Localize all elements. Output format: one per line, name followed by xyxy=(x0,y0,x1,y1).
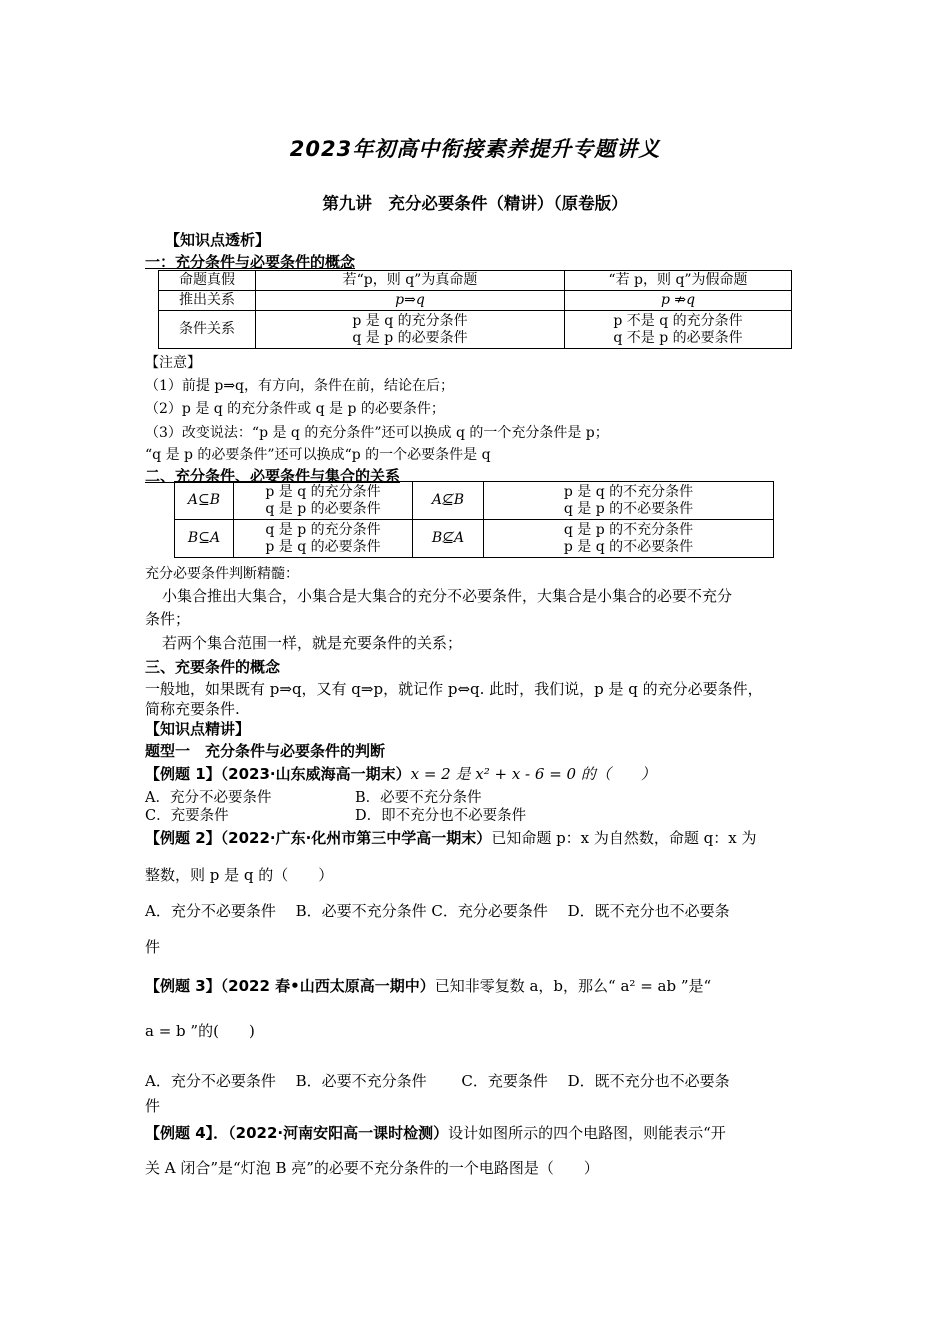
table1-r2c2-line2: q 是 p 的必要条件 xyxy=(352,329,468,346)
section-2-heading: 二、充分条件、必要条件与集合的关系 xyxy=(145,467,401,485)
example-3-options-tail: 件 xyxy=(145,1097,161,1115)
table1-r2c3 xyxy=(565,311,792,349)
table2-r2c2-line1: q 是 p 的充分条件 xyxy=(265,521,381,538)
example-1 xyxy=(145,763,656,784)
table2-r2c4-line2: p 是 q 的不必要条件 xyxy=(563,538,694,555)
tip-1-line1: 小集合推出大集合，小集合是大集合的充分不必要条件，大集合是小集合的必要不充分 xyxy=(162,587,733,605)
example-3-options: A．充分不必要条件 B．必要不充分条件 C．充要条件 D．既不充分也不必要条 xyxy=(145,1072,730,1090)
section-lecture-heading: 【知识点精讲】 xyxy=(145,720,251,738)
table1-header-3: “若 p，则 q”为假命题 xyxy=(565,271,792,291)
section-3-text-line2: 简称充要条件. xyxy=(145,700,240,718)
table2-r1c3: A⊈B xyxy=(413,482,484,520)
note-heading: 【注意】 xyxy=(145,355,201,371)
example-4-body-line1: 设计如图所示的四个电路图，则能表示“开 xyxy=(448,1124,726,1142)
example-1-head: 【例题 1】（2023·山东威海高一期末） xyxy=(145,765,411,783)
set-relation-table xyxy=(174,481,774,558)
table2-r1c4-line1: p 是 q 的不充分条件 xyxy=(563,483,694,500)
example-3-head: 【例题 3】（2022 春•山西太原高一期中） xyxy=(145,977,435,995)
table2-r2c3: B⊈A xyxy=(413,520,484,558)
section-knowledge-heading: 【知识点透析】 xyxy=(165,231,271,249)
table1-r2c2-line1: p 是 q 的充分条件 xyxy=(352,312,468,329)
section-3-heading: 三、充要条件的概念 xyxy=(145,658,281,676)
tip-2: 若两个集合范围一样，就是充要条件的关系； xyxy=(162,634,463,652)
example-2 xyxy=(145,827,757,848)
example-2-head: 【例题 2】（2022·广东·化州市第三中学高一期末） xyxy=(145,829,492,847)
example-1-body: x = 2 是 x² + x - 6 = 0 的（ ） xyxy=(410,765,656,783)
table2-r2c2-line2: p 是 q 的必要条件 xyxy=(265,538,381,555)
example-1-option-d: D．即不充分也不必要条件 xyxy=(355,808,527,824)
doc-subtitle: 第九讲 充分必要条件（精讲）（原卷版） xyxy=(322,194,628,213)
table1-r1c2: p⇒q xyxy=(256,291,565,311)
example-4 xyxy=(145,1122,726,1143)
table1-r2c1: 条件关系 xyxy=(159,311,256,349)
example-1-option-b: B．必要不充分条件 xyxy=(355,790,482,806)
section-1-heading: 一：充分条件与必要条件的概念 xyxy=(145,253,356,271)
example-2-options: A．充分不必要条件 B．必要不充分条件 C．充分必要条件 D．既不充分也不必要条 xyxy=(145,902,730,920)
table2-r1c2 xyxy=(234,482,413,520)
tip-heading: 充分必要条件判断精髓： xyxy=(145,566,299,582)
table2-r2c2 xyxy=(234,520,413,558)
table1-header-2: 若“p，则 q”为真命题 xyxy=(256,271,565,291)
table1-r2c3-line1: p 不是 q 的充分条件 xyxy=(613,312,743,329)
table2-r1c4 xyxy=(484,482,774,520)
note-2: （2）p 是 q 的充分条件或 q 是 p 的必要条件； xyxy=(145,401,445,417)
table1-r1c3: p ⇏q xyxy=(565,291,792,311)
table2-r2c4-line1: q 是 p 的不充分条件 xyxy=(563,521,694,538)
note-1: （1）前提 p⇒q，有方向，条件在前，结论在后； xyxy=(145,378,455,394)
table2-r2c4 xyxy=(484,520,774,558)
question-type-1: 题型一 充分条件与必要条件的判断 xyxy=(145,742,386,760)
table2-r1c2-line1: p 是 q 的充分条件 xyxy=(265,483,381,500)
section-3-text-line1: 一般地，如果既有 p⇒q，又有 q⇒p，就记作 p⇔q. 此时，我们说，p 是 q 的充分必要条件， xyxy=(145,680,763,698)
example-4-body-line2: 关 A 闭合”是“灯泡 B 亮”的必要不充分条件的一个电路图是（ ） xyxy=(145,1159,599,1177)
example-4-head: 【例题 4】．（2022·河南安阳高一课时检测） xyxy=(145,1124,449,1142)
tip-1-line2: 条件； xyxy=(145,610,191,628)
table1-r1c1: 推出关系 xyxy=(159,291,256,311)
example-1-option-c: C．充要条件 xyxy=(145,808,229,824)
table1-r2c3-line2: q 不是 p 的必要条件 xyxy=(613,329,743,346)
table1-r2c2 xyxy=(256,311,565,349)
doc-title: 2023年初高中衔接素养提升专题讲义 xyxy=(289,137,661,161)
example-3-body-line2: a = b ”的( ) xyxy=(145,1022,255,1040)
table2-r1c4-line2: q 是 p 的不必要条件 xyxy=(563,500,694,517)
table2-r2c1: B⊆A xyxy=(175,520,234,558)
table2-r1c1: A⊆B xyxy=(175,482,234,520)
example-3-body-line1: 已知非零复数 a，b，那么“ a² = ab ”是“ xyxy=(434,977,712,995)
concept-table xyxy=(158,270,792,349)
example-2-body-line1: 已知命题 p：x 为自然数，命题 q：x 为 xyxy=(491,829,757,847)
example-2-options-tail: 件 xyxy=(145,938,161,956)
note-4: “q 是 p 的必要条件”还可以换成“p 的一个必要条件是 q xyxy=(145,447,491,463)
table1-header-1: 命题真假 xyxy=(159,271,256,291)
example-1-option-a: A．充分不必要条件 xyxy=(145,790,272,806)
note-3: （3）改变说法：“p 是 q 的充分条件”还可以换成 q 的一个充分条件是 p； xyxy=(145,425,609,441)
example-3 xyxy=(145,975,711,996)
example-2-body-line2: 整数，则 p 是 q 的（ ） xyxy=(145,866,334,884)
table2-r1c2-line2: q 是 p 的必要条件 xyxy=(265,500,381,517)
